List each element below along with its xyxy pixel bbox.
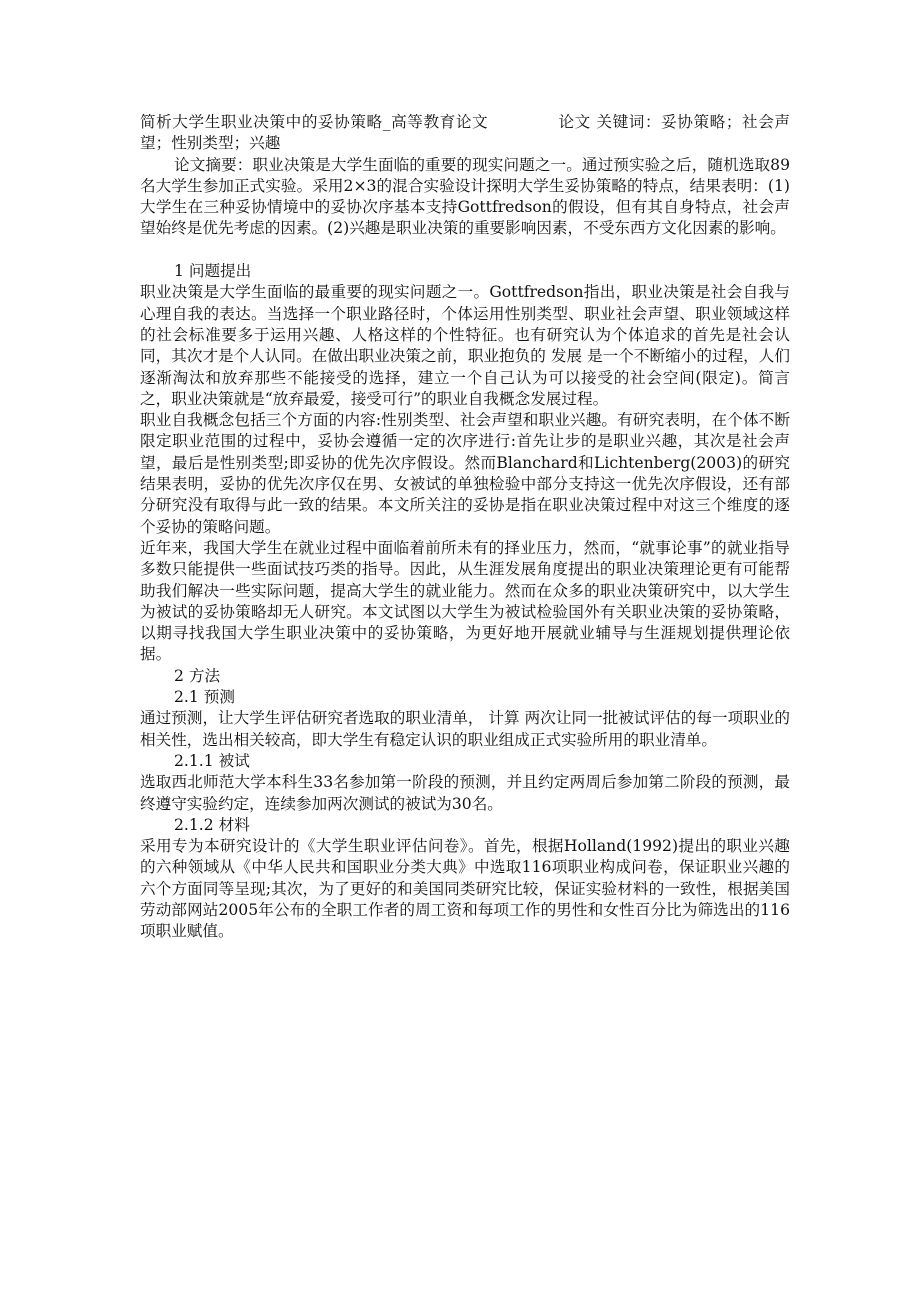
- section-2-1-heading: 2.1 预测: [174, 688, 235, 707]
- section-1-paragraph-2: 职业自我概念包括三个方面的内容:性别类型、社会声望和职业兴趣。有研究表明，在个体不断限定职业范围的过程中，妥协会遵循一定的次序进行:首先让步的是职业兴趣，其次是社会声望，最后是性别类型;即妥协的优先次序假设。然而Blanchard和Lichtenberg(2003)的研究结果表明，妥协的优先次序仅在男、女被试的单独检验中部分支持这一优先次序假设，还有部分研究没有取得与此一致的结果。本文所关注的妥协是指在职业决策过程中对这三个维度的逐个妥协的策略问题。: [140, 411, 790, 536]
- section-2-1-1-heading: 2.1.1 被试: [174, 751, 250, 770]
- section-1-heading: 1 问题提出: [174, 262, 252, 281]
- title-line: 简析大学生职业决策中的妥协策略_高等教育论文 论文 关键词：妥协策略；社会声望；性别类型；兴趣: [140, 113, 790, 153]
- section-2-1-1-paragraph: 选取西北师范大学本科生33名参加第一阶段的预测，并且约定两周后参加第二阶段的预测，最终遵守实验约定，连续参加两次测试的被试为30名。: [140, 773, 790, 813]
- section-2-1-2-paragraph: 采用专为本研究设计的《大学生职业评估问卷》。首先，根据Holland(1992)提出的职业兴趣的六种领域从《中华人民共和国职业分类大典》中选取116项职业构成问卷，保证职业兴趣的六个方面同等呈现;其次，为了更好的和美国同类研究比较，保证实验材料的一致性，根据美国劳动部网站2005年公布的全职工作者的周工资和每项工作的男性和女性百分比为筛选出的116项职业赋值。: [140, 837, 790, 941]
- document-page: [140, 112, 790, 943]
- section-2-heading: 2 方法: [174, 666, 221, 685]
- abstract-paragraph: 论文摘要：职业决策是大学生面临的重要的现实问题之一。通过预实验之后，随机选取89名大学生参加正式实验。采用2×3的混合实验设计探明大学生妥协策略的特点，结果表明：(1)大学生在三种妥协情境中的妥协次序基本支持Gottfredson的假设，但有其自身特点，社会声望始终是优先考虑的因素。(2)兴趣是职业决策的重要影响因素，不受东西方文化因素的影响。: [140, 155, 790, 238]
- section-2-1-2-heading: 2.1.2 材料: [174, 815, 250, 834]
- section-1-paragraph-3: 近年来，我国大学生在就业过程中面临着前所未有的择业压力，然而，“就事论事”的就业指导多数只能提供一些面试技巧类的指导。因此，从生涯发展角度提出的职业决策理论更有可能帮助我们解决一些实际问题，提高大学生的就业能力。然而在众多的职业决策研究中，以大学生为被试的妥协策略却无人研究。本文试图以大学生为被试检验国外有关职业决策的妥协策略，以期寻找我国大学生职业决策中的妥协策略，为更好地开展就业辅导与生涯规划提供理论依据。: [140, 538, 790, 664]
- section-1-paragraph-1: 职业决策是大学生面临的最重要的现实问题之一。Gottfredson指出，职业决策是社会自我与心理自我的表达。当选择一个职业路径时，个体运用性别类型、职业社会声望、职业领域这样的社会标准要多于运用兴趣、人格这样的个性特征。也有研究认为个体追求的首先是社会认同，其次才是个人认同。在做出职业决策之前，职业抱负的 发展 是一个不断缩小的过程，人们逐渐淘汰和放弃那些不能接受的选择，建立一个自己认为可以接受的社会空间(限定)。简言之，职业决策就是“放弃最爱，接受可行”的职业自我概念发展过程。: [140, 283, 790, 408]
- section-2-1-paragraph: 通过预测，让大学生评估研究者选取的职业清单， 计算 两次让同一批被试评估的每一项职业的相关性，选出相关较高，即大学生有稳定认识的职业组成正式实验所用的职业清单。: [140, 709, 790, 749]
- spacer: [140, 240, 790, 261]
